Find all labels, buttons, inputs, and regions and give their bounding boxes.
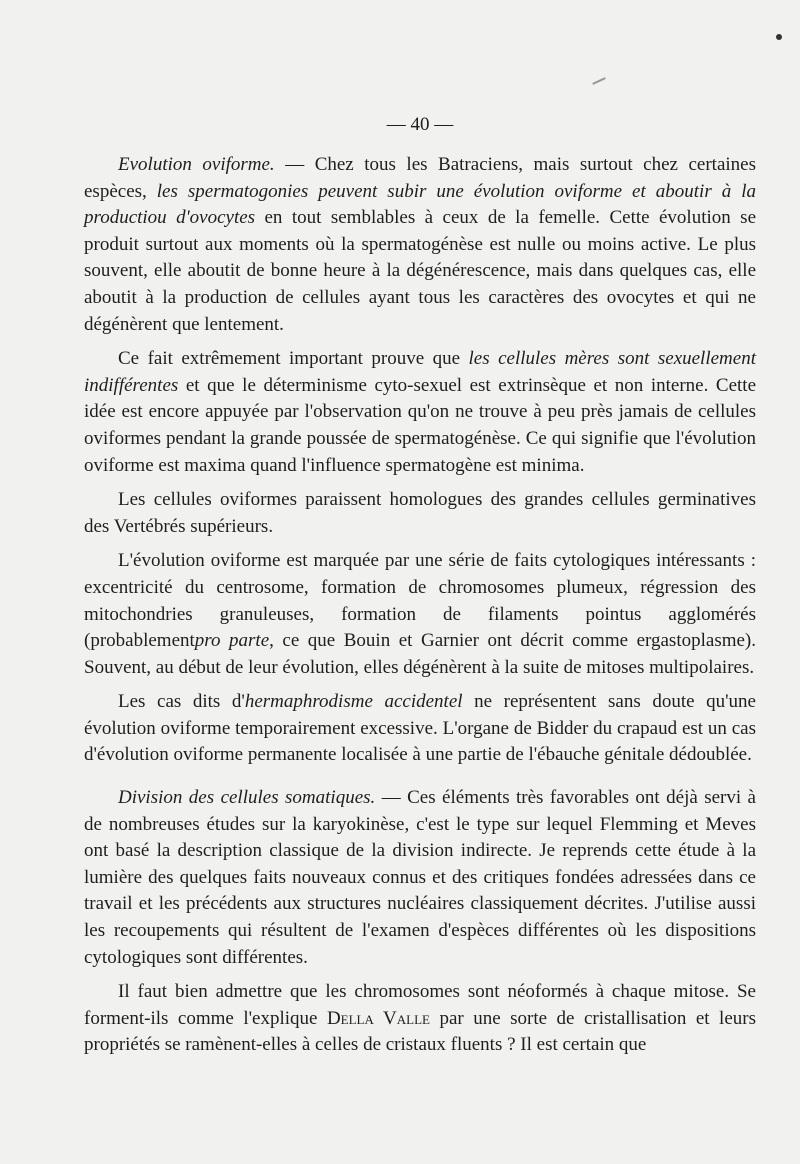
paragraph-hermaphrodisme: [84, 689, 756, 769]
emphasis-text: les spermatogonies peuvent subir une évolution oviforme et aboutir à la productiou d'ovocytes: [84, 180, 756, 229]
paragraph-fait-important: [84, 346, 756, 479]
paragraph-text: — Chez tous les Batraciens, mais surtout chez certaines espèces,: [84, 154, 756, 202]
paragraph-cellules-oviformes: Les cellules oviformes paraissent homologues des grandes cellules germinatives des Vertébrés supérieurs.: [84, 489, 756, 537]
author-name: Della Valle: [326, 1007, 430, 1029]
ink-mark: [592, 77, 606, 85]
paragraph-faits-cytologiques: [84, 548, 756, 681]
paragraph-text: Il faut bien admettre que les chromosomes sont néoformés à chaque mitose. Se forment-ils comme l'explique: [84, 981, 756, 1029]
paragraph-text: par une sorte de cristallisation et leurs propriétés se ramènent-elles à celles de cristaux fluents ? Il est certain que: [84, 1007, 756, 1056]
paragraph-text: , ce que Bouin et Garnier ont décrit comme ergastoplasme). Souvent, au début de leur évolution, elles dégénèrent à la suite de mitoses multipolaires.: [84, 630, 756, 678]
paragraph-division-cellules: [84, 785, 756, 971]
paragraph-text: L'évolution oviforme est marquée par une série de faits cytologiques intéressants : excentricité du centrosome, formation de chromosomes plumeux, régression des mitochondries granuleuses, formation de filaments pointus agglomérés (probablement: [84, 550, 756, 652]
paragraph-text: et que le déterminisme cyto-sexuel est extrinsèque et non interne. Cette idée est encore appuyée par l'observation qu'on ne trouve à peu près jamais de cellules oviformes pendant la grande poussée de spermatogénèse. Ce qui signifie que l'évolution oviforme est maxima quand l'influence spermatogène est minima.: [84, 374, 756, 476]
paragraph-text: ne représentent sans doute qu'une évolution oviforme temporairement excessive. L'organe de Bidder du crapaud est un cas d'évolution oviforme permanente localisée à une partie de l'ébauche génitale dédoublée.: [84, 691, 756, 766]
emphasis-text: hermaphrodisme accidentel: [244, 691, 463, 713]
section-heading-evolution-oviforme: Evolution oviforme.: [118, 154, 275, 175]
paragraph-text: en tout semblables à ceux de la femelle. Cette évolution se produit surtout aux moments où la spermatogénèse est nulle ou moins active. Le plus souvent, elle aboutit de bonne heure à la dégénérescence, mais dans quelques cas, elle aboutit à la production de cellules ayant tous les caractères des ovocytes et qui ne dégénèrent que lentement.: [84, 207, 756, 335]
emphasis-text: pro parte: [194, 630, 270, 652]
paragraph-text: Les cas dits d': [118, 691, 245, 713]
paragraph-evolution-oviforme: [84, 152, 756, 338]
body-text: [84, 152, 756, 1067]
section-heading-division: Division des cellules somatiques.: [118, 787, 376, 809]
paragraph-chromosomes: [84, 979, 756, 1059]
paragraph-text: Ce fait extrêmement important prouve que: [118, 348, 469, 370]
page-number: — 40 —: [386, 114, 454, 135]
emphasis-text: les cellules mères sont sexuellement indifférentes: [84, 348, 756, 396]
paragraph-text: — Ces éléments très favorables ont déjà servi à de nombreuses études sur la karyokinèse, c'est le type sur lequel Flemming et Meves ont basé la description classique de la division indirecte. Je reprends cette étude à la lumière des quelques faits nouveaux connus et des critiques fondées adressées dans ce travail et les précédents aux structures nucléaires classiquement décrites. J'utilise aussi les recoupements qui résultent de l'examen d'espèces différentes où les dispositions cytologiques sont différentes.: [84, 787, 756, 968]
ink-spot: [776, 34, 782, 40]
